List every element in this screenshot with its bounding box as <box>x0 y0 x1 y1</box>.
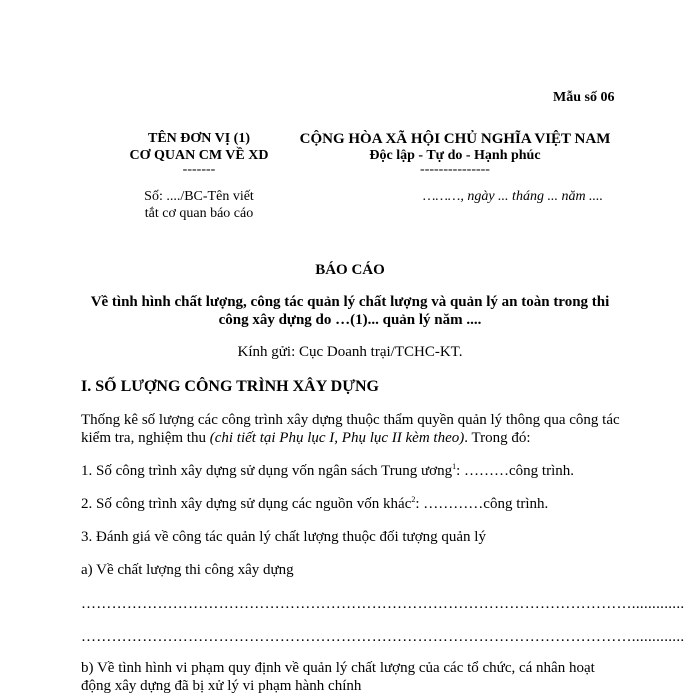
sub-item-violations-line1: b) Về tình hình vi phạm quy định về quản lý chất lượng của các tổ chức, cá nhân hoạt <box>81 660 595 676</box>
recipient-line: Kính gửi: Cục Doanh trại/TCHC-KT. <box>237 344 463 360</box>
document-number: Số: ..../BC-Tên viết <box>144 189 254 204</box>
fill-in-dots-line2: ………………………………………………………………………………………………............. <box>81 629 685 645</box>
left-header-rule: ------- <box>182 162 216 177</box>
footnote-ref-1: 1 <box>452 462 457 471</box>
section-heading: I. SỐ LƯỢNG CÔNG TRÌNH XÂY DỰNG <box>81 378 379 395</box>
item2-count: : …………công trình. <box>415 496 549 512</box>
national-motto: Độc lập - Tự do - Hạnh phúc <box>369 148 541 163</box>
item1-count: : ………công trình. <box>456 463 574 479</box>
fill-in-dots-line1: ………………………………………………………………………………………………............. <box>81 596 685 612</box>
report-title: BÁO CÁO <box>315 262 385 278</box>
unit-name: TÊN ĐƠN VỊ (1) <box>147 131 251 146</box>
intro-paragraph-line1: Thống kê số lượng các công trình xây dựng thuộc thẩm quyền quản lý thông qua công tác <box>81 412 620 428</box>
item-quality-assessment: 3. Đánh giá về công tác quản lý chất lượng thuộc đối tượng quản lý <box>81 529 486 545</box>
form-number: Mẫu số 06 <box>553 90 615 105</box>
intro-text-end: . Trong đó: <box>464 430 531 446</box>
appendix-reference: (chi tiết tại Phụ lục I, Phụ lục II kèm theo) <box>209 430 465 446</box>
sub-item-violations-line2: động xây dựng đã bị xử lý vi phạm hành chính <box>81 678 362 694</box>
sub-item-construction-quality: a) Về chất lượng thi công xây dựng <box>81 562 294 578</box>
footnote-ref-2: 2 <box>411 495 416 504</box>
date-line: ………, ngày ... tháng ... năm .... <box>423 189 604 204</box>
right-header-rule: --------------- <box>420 162 490 177</box>
intro-paragraph-line2 <box>81 430 531 447</box>
item-other-funds <box>81 496 548 513</box>
intro-text: kiểm tra, nghiệm thu <box>81 430 210 446</box>
item1-text: 1. Số công trình xây dựng sử dụng vốn ngân sách Trung ương <box>81 463 453 479</box>
report-subtitle-line1: Về tình hình chất lượng, công tác quản lý chất lượng và quản lý an toàn trong thi <box>90 294 610 310</box>
nation-title: CỘNG HÒA XÃ HỘI CHỦ NGHĨA VIỆT NAM <box>299 131 611 147</box>
document-number-continued: tắt cơ quan báo cáo <box>144 206 254 221</box>
agency-name: CƠ QUAN CM VỀ XD <box>129 148 269 163</box>
item-central-budget <box>81 463 574 480</box>
report-subtitle-line2: công xây dựng do …(1)... quản lý năm .... <box>218 312 482 328</box>
item2-text: 2. Số công trình xây dựng sử dụng các nguồn vốn khác <box>81 496 412 512</box>
